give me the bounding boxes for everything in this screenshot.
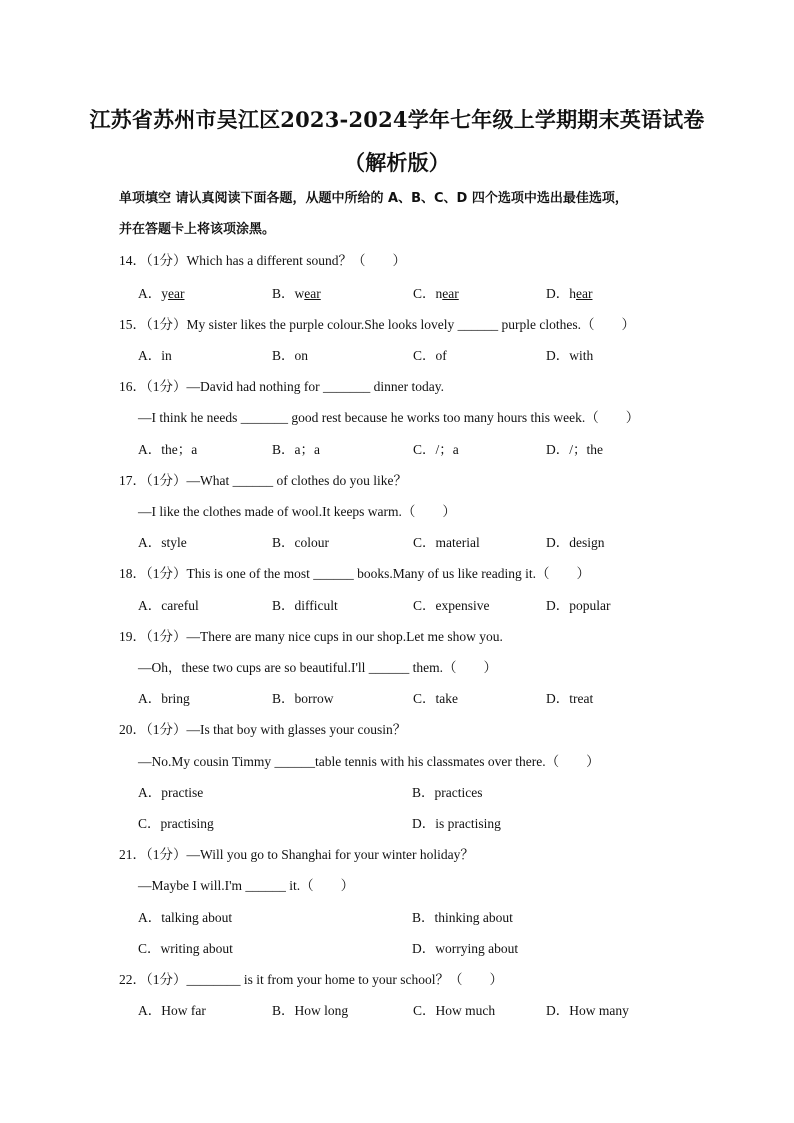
option-b: B．difficult [272, 598, 338, 613]
option-b: B．wear [272, 286, 321, 301]
option-c: C．material [413, 535, 480, 550]
question-stem: 16．（1分）—David had nothing for _______ dinner today. [119, 379, 444, 394]
option-d: D．design [546, 535, 605, 550]
option-a: A．talking about [138, 910, 233, 925]
option-a: A．in [138, 348, 172, 363]
option-b: B．borrow [272, 691, 334, 706]
option-d: D．worrying about [412, 941, 519, 956]
question-stem: 19．（1分）—There are many nice cups in our shop.Let me show you. [119, 629, 503, 644]
option-c: C．take [413, 691, 458, 706]
option-d: D．/；the [546, 442, 603, 457]
option-c: C．practising [138, 816, 214, 831]
question-stem: 18．（1分）This is one of the most ______ books.Many of us like reading it.（ ） [119, 566, 590, 581]
dialogue-line: —I think he needs _______ good rest because he works too many hours this week.（ ） [138, 410, 640, 425]
option-c: C．How much [413, 1003, 496, 1018]
option-a: A．the；a [138, 442, 198, 457]
option-d: D．popular [546, 598, 611, 613]
title-line-1: 江苏省苏州市吴江区2023-2024学年七年级上学期期末英语试卷 [89, 107, 705, 132]
question-stem: 15．（1分）My sister likes the purple colour.She looks lovely ______ purple clothes.（ ） [119, 317, 635, 332]
option-c: C．expensive [413, 598, 490, 613]
option-d: D．with [546, 348, 594, 363]
option-b: B．on [272, 348, 309, 363]
option-c: C．/；a [413, 442, 459, 457]
option-a: A．year [138, 286, 185, 301]
question-stem: 20．（1分）—Is that boy with glasses your cousin？ [119, 722, 407, 737]
section-instruction-line-1: 单项填空 请认真阅读下面各题，从题中所给的 A、B、C、D 四个选项中选出最佳选项， [119, 191, 628, 206]
option-a: A．practise [138, 785, 204, 800]
question-stem: 17．（1分）—What ______ of clothes do you like？ [119, 473, 407, 488]
option-b: B．colour [272, 535, 329, 550]
question-stem: 14．（1分）Which has a different sound？（ ） [119, 253, 406, 268]
option-a: A．How far [138, 1003, 206, 1018]
option-b: B．thinking about [412, 910, 513, 925]
option-b: B．a；a [272, 442, 320, 457]
title-line-2: （解析版） [344, 150, 450, 175]
option-b: B．How long [272, 1003, 349, 1018]
dialogue-line: —Oh，these two cups are so beautiful.I'll ______ them.（ ） [138, 660, 497, 675]
dialogue-line: —Maybe I will.I'm ______ it.（ ） [138, 878, 355, 893]
option-d: D．treat [546, 691, 594, 706]
question-stem: 21．（1分）—Will you go to Shanghai for your winter holiday？ [119, 847, 474, 862]
option-a: A．careful [138, 598, 199, 613]
option-b: B．practices [412, 785, 483, 800]
section-instruction-line-2: 并在答题卡上将该项涂黑。 [119, 222, 276, 237]
option-a: A．style [138, 535, 187, 550]
dialogue-line: —I like the clothes made of wool.It keeps warm.（ ） [138, 504, 456, 519]
option-d: D．How many [546, 1003, 629, 1018]
option-d: D．is practising [412, 816, 501, 831]
option-c: C．near [413, 286, 459, 301]
option-c: C．writing about [138, 941, 233, 956]
option-a: A．bring [138, 691, 190, 706]
dialogue-line: —No.My cousin Timmy ______table tennis with his classmates over there.（ ） [138, 754, 600, 769]
question-stem: 22．（1分）________ is it from your home to your school？（ ） [119, 972, 503, 987]
option-d: D．hear [546, 286, 593, 301]
option-c: C．of [413, 348, 447, 363]
